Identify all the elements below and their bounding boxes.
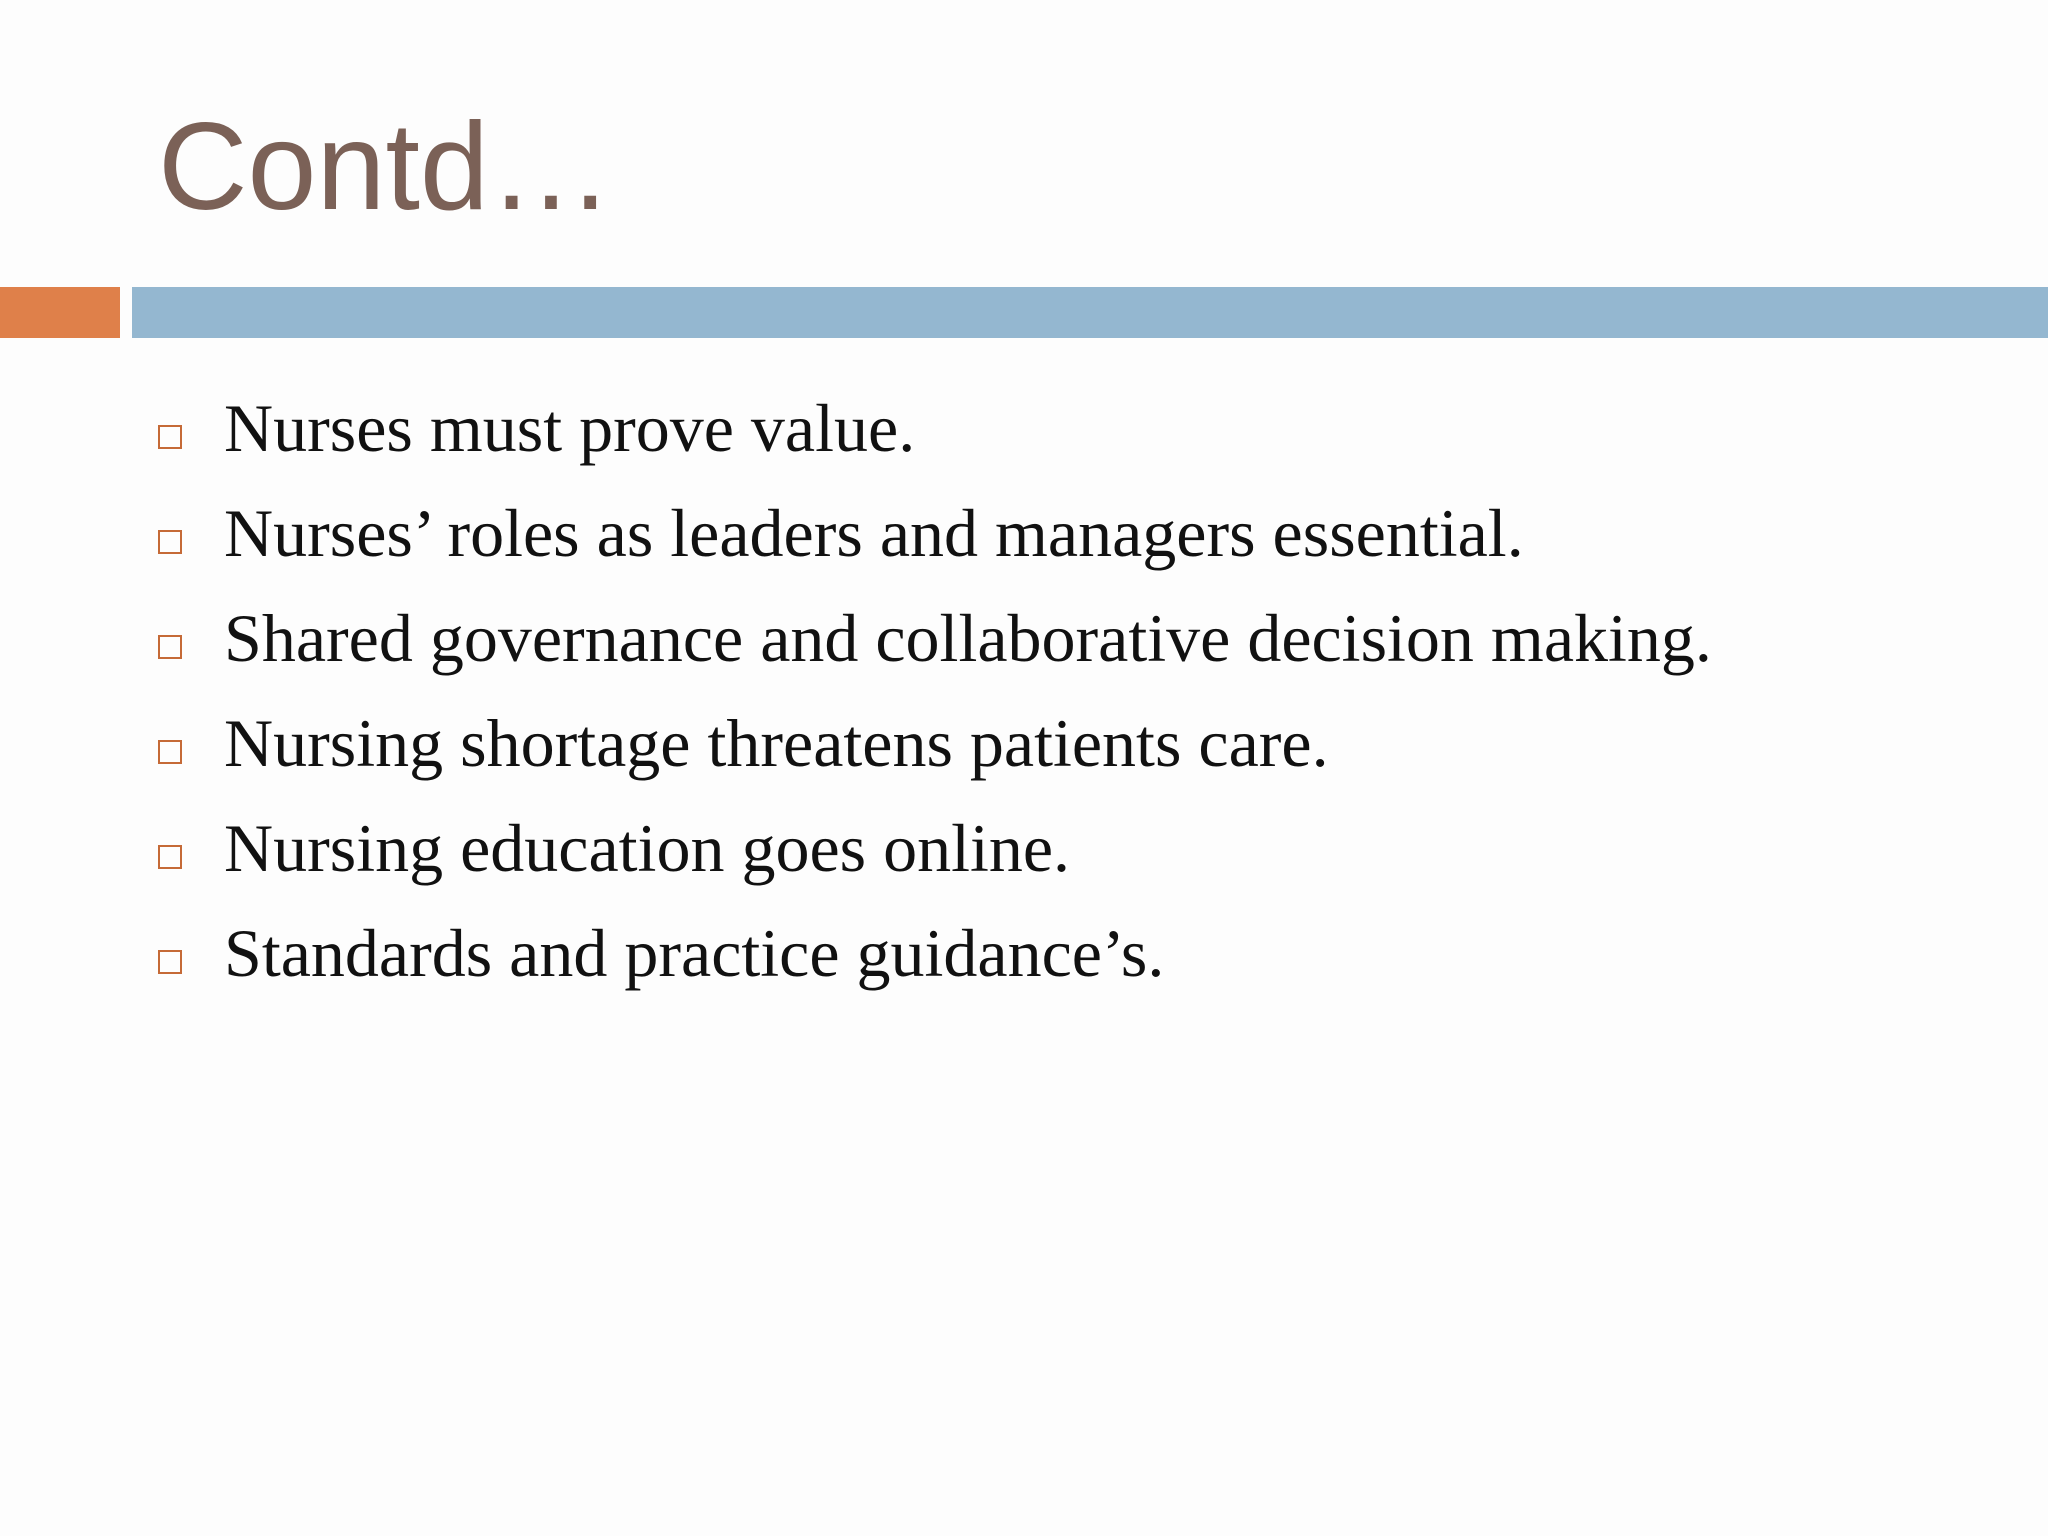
bullet-item [158, 375, 1712, 480]
square-bullet-icon [158, 635, 182, 659]
square-bullet-icon [158, 845, 182, 869]
bullet-text: Nursing shortage threatens patients care. [224, 704, 1329, 781]
bullet-item [158, 585, 1712, 690]
bullet-item [158, 900, 1712, 1005]
square-bullet-icon [158, 950, 182, 974]
bullet-item [158, 480, 1712, 585]
bullet-text: Nursing education goes online. [224, 809, 1071, 886]
slide-title: Contd… [158, 98, 613, 236]
bullet-text: Shared governance and collaborative decision making. [224, 599, 1712, 676]
accent-bar-orange [0, 287, 120, 338]
bullet-item [158, 690, 1712, 795]
accent-bar-blue [132, 287, 2048, 338]
bullet-text: Nurses must prove value. [224, 389, 916, 466]
square-bullet-icon [158, 740, 182, 764]
bullet-text: Nurses’ roles as leaders and managers essential. [224, 494, 1524, 571]
bullet-text: Standards and practice guidance’s. [224, 914, 1165, 991]
bullet-list [158, 375, 1712, 1005]
square-bullet-icon [158, 530, 182, 554]
bullet-item [158, 795, 1712, 900]
square-bullet-icon [158, 425, 182, 449]
